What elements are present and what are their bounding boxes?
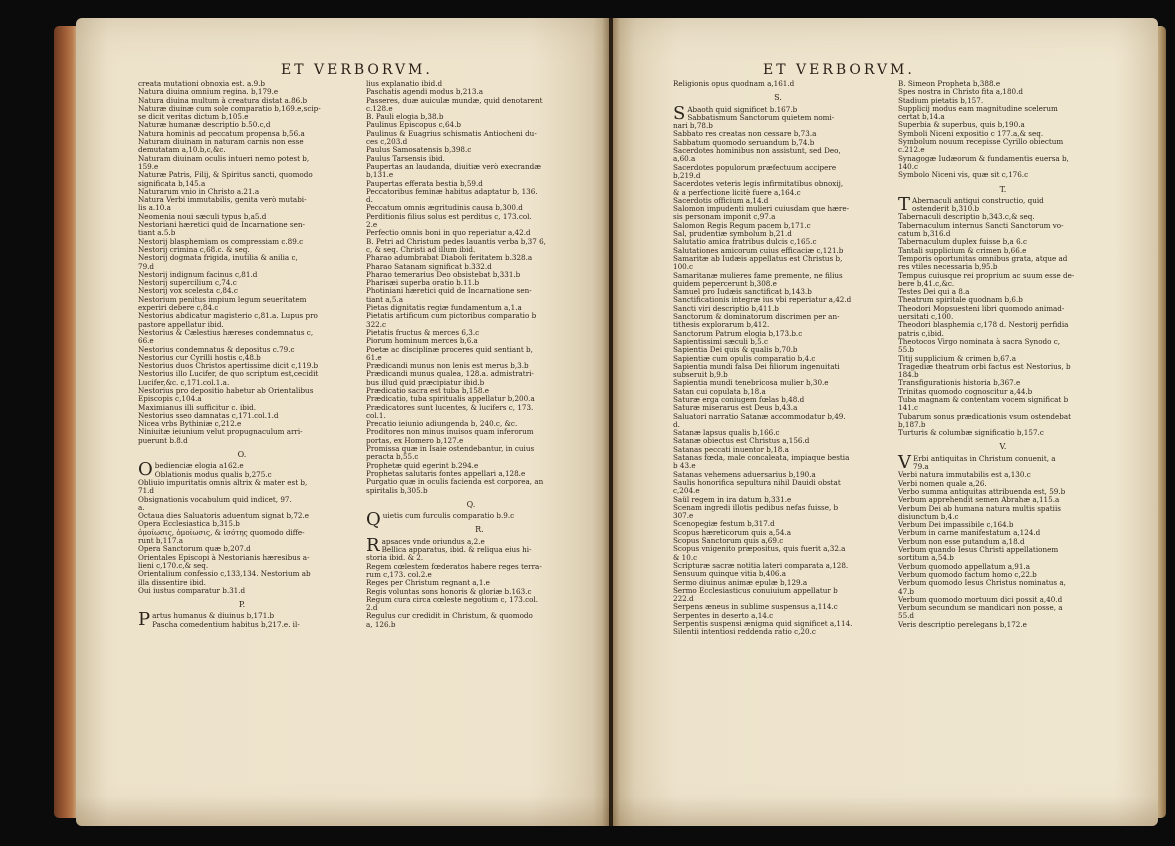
index-entry: Pharao Satanam significat b.332.d — [366, 261, 492, 271]
index-entry: Verbum quomodo mortuum dici possit a,40.d — [898, 594, 1063, 604]
index-entry: Supplicij modus eam magnitudine scelerum — [898, 103, 1058, 113]
index-entry: Saturæ erga coniugem fœlas b,48.d — [673, 394, 805, 404]
left-page — [76, 18, 609, 826]
index-entry: d. — [673, 419, 680, 429]
index-entry: c, & seq. Christi ad illum ibid. — [366, 244, 476, 254]
index-entry: Temporis oportunitas omnibus grata, atque ad — [898, 253, 1068, 263]
index-entry: 322.c — [366, 319, 387, 329]
index-entry: a. — [138, 502, 145, 512]
index-entry: Tabernaculum duplex fuisse b,a 6.c — [898, 237, 1027, 247]
index-entry: Theotocos Virgo nominata à sacra Synodo c, — [898, 336, 1061, 346]
left-column-2 — [366, 80, 576, 629]
index-entry: c,204.e — [673, 486, 700, 496]
index-entry: Stadium pietatis b,157. — [898, 95, 984, 105]
entries-t — [898, 193, 1108, 438]
right-column-2 — [898, 80, 1108, 629]
index-entry: Naturæ humanæ descriptio b.50.c,d — [138, 120, 271, 130]
index-entry: 55.d — [898, 611, 915, 621]
index-entry: Nestorius abdicatur magisterio c,81.a. Lupus pro — [138, 311, 318, 321]
index-entry: Lucifer,&c. c,171.col.1.a. — [138, 377, 230, 387]
index-entry: 140.c — [898, 161, 919, 171]
index-entry: c.212.e — [898, 145, 925, 155]
index-entry: Titij supplicium & crimen b,67.a — [898, 353, 1016, 363]
index-entry: portas, ex Homero b,127.e — [366, 435, 464, 445]
index-entry: Satan cui copulata b,18.a — [673, 386, 766, 396]
index-entry: Veris descriptio perelegans b,172.e — [898, 619, 1027, 629]
index-entry: Reges per Christum regnant a,1.e — [366, 578, 490, 588]
index-entry: Regem cœlestem fœderatos habere reges terra- — [366, 561, 542, 571]
index-entry: Prædicandi munus qualea, 128.a. admistratri- — [366, 369, 534, 379]
index-entry: Sal, prudentiæ symbolum b,21.d — [673, 229, 792, 239]
section-heading-q: Q. — [466, 499, 476, 509]
index-entry: Paulinus Episcopus c,64.b — [366, 120, 461, 130]
index-entry: patris c,ibid. — [898, 328, 944, 338]
section-heading-v: V. — [999, 442, 1007, 452]
index-entry: Symbolo Niceni vis, quæ sit c,176.c — [898, 170, 1029, 180]
index-entry: Passeres, duæ auiculæ mundæ, quid denotarent — [366, 95, 543, 105]
index-entry: Naturæ diuinæ cum sole comparatio b,169.e,scip- — [138, 103, 321, 113]
index-entry: Peccatoribus feminæ habitus adaptatur b, 136. — [366, 186, 538, 196]
index-entry: 141.c — [898, 403, 919, 413]
index-entry: puerunt b.8.d — [138, 435, 188, 445]
index-entry: Saulis honorifica sepultura nihil Dauidi obstat — [673, 477, 841, 487]
index-entry: Verbum quando Iesus Christi appellationem — [898, 545, 1059, 555]
index-entry: Nestorius sseo damnatas c,171.col.1.d — [138, 410, 279, 420]
index-entry: Theodori Mopsuesteni libri quomodo animad- — [898, 303, 1065, 313]
index-entry: Superbia & superbus, quis b,190.a — [898, 120, 1025, 130]
index-entry: Sancti viri descriptio b,411.b — [673, 303, 779, 313]
index-entry: Natura diuina multum à creatura distat a.86.b — [138, 95, 308, 105]
index-entry: Sapientia mundi tenebricosa mulier b,30.e — [673, 378, 829, 388]
index-entry: Oui iustus comparatur b.31.d — [138, 585, 246, 595]
index-entry: sortitum a,54.b — [898, 553, 954, 563]
index-entry: Saluatori narratio Satanæ accommodatur b,49. — [673, 411, 846, 421]
index-entry: Serpentes in deserto a,14.c — [673, 610, 774, 620]
drop-capital: T — [898, 193, 911, 215]
index-entry: Nicea vrbs Bythiniæ c,212.e — [138, 419, 242, 429]
open-book — [54, 8, 1166, 838]
section-heading-o: O. — [237, 450, 247, 460]
index-entry: Tragediæ theatrum orbi factus est Nestorius, b — [898, 361, 1071, 371]
index-entry: Prædicatio sacra est tuba b,158.e — [366, 385, 489, 395]
drop-capital: O — [138, 459, 153, 481]
index-entry: Pharao temerarius Deo obsistebat b,331.b — [366, 269, 521, 279]
index-entry: Nestoriani hæretici quid de Incarnatione sen- — [138, 220, 305, 230]
index-entry: runt b,117.a — [138, 536, 184, 546]
index-entry: Precatio ieiunio adiungenda b, 240.c, &c. — [366, 419, 518, 429]
index-entry: Samuel pro Iudæis sanctificat b,143.b — [673, 287, 812, 297]
index-entry: col.1. — [366, 410, 386, 420]
index-entry: Sabbatum quomodo seruandum b,74.b — [673, 137, 815, 147]
entries-s — [673, 102, 883, 637]
index-entry: Sermo Ecclesiasticus conuiuium appellatur b — [673, 585, 838, 595]
index-entry: Paupertas an laudanda, diuitiæ verò execrandæ — [366, 161, 541, 171]
index-entry: tiant a.5.b — [138, 228, 176, 238]
index-entry: Paulinus & Euagrius schismatis Antiocheni du- — [366, 128, 537, 138]
index-entry: a,60.a — [673, 154, 696, 164]
index-entry: quidem pepercerunt b,308.e — [673, 278, 777, 288]
index-entry: Obsignationis vocabulum quid indicet, 97. — [138, 494, 292, 504]
index-entry: Natura hominis ad peccatum propensa b,56.a — [138, 128, 305, 138]
index-entry: Tantali supplicium & crimen b,66.e — [898, 245, 1027, 255]
index-entry: Satanas fœda, male concaleata, impiaque bestia — [673, 453, 850, 463]
index-entry: Tuba magnam & contentam vocem significat b — [898, 394, 1069, 404]
entry-text: Abernaculi antiqui constructio, quid — [912, 195, 1044, 205]
entry-text: artus humanus & diuinus b,171.b — [152, 611, 275, 621]
index-entry: 222.d — [673, 594, 694, 604]
drop-capital: S — [673, 102, 686, 124]
index-entry: illa dissentire ibid. — [138, 577, 206, 587]
index-entry: Salomon impudenti mulieri cuiusdam que hære- — [673, 204, 850, 214]
index-entry: Photiniani hæretici quid de Incarnatione sen- — [366, 286, 532, 296]
index-entry: Tabernaculum internus Sancti Sanctorum vo- — [898, 220, 1064, 230]
left-column-1 — [138, 80, 346, 629]
index-entry: Verbum quomodo factum homo c,22.b — [898, 569, 1037, 579]
index-entry: tiant a,5.a — [366, 294, 403, 304]
index-entry: demutatam a,10.b,c,&c. — [138, 145, 226, 155]
index-entry: d. — [366, 195, 373, 205]
index-entry: Serpens æneus in sublime suspensus a,114.c — [673, 602, 838, 612]
index-entry: Orientalium confessio c,133,134. Nestorium ab — [138, 569, 311, 579]
index-entry — [366, 509, 576, 531]
index-entry: Sabbatismum Sanctorum quietem nomi- — [687, 112, 835, 122]
index-entry: Verbum Dei ab humana natura multis spatiis — [898, 503, 1061, 513]
index-entry: Sapientissimi sæculi b,5.c — [673, 336, 769, 346]
index-entry: Niniuitæ ieiunium velut propugnaculum arri- — [138, 427, 303, 437]
index-entry: b 43.e — [673, 461, 696, 471]
index-entry: Perditionis filius solus est perditus c, 173.col. — [366, 211, 532, 221]
index-entry: Prædicandi munus non lenis est merus b,3.b — [366, 361, 529, 371]
index-entry: Verbi natura immutabilis est a,130.c — [898, 470, 1031, 480]
index-entry: Sacerdotes populorum præfectuum accipere — [673, 162, 837, 172]
index-entry: Sanctificationis integræ ius vbi reperiatur a,42.d — [673, 295, 852, 305]
index-entry: Verbum quomodo Iesus Christus nominatus a, — [898, 578, 1066, 588]
index-entry: b,131.e — [366, 170, 394, 180]
index-entry: 2.d — [366, 603, 378, 613]
index-entry: Verbum quomodo appellatum a,91.a — [898, 561, 1030, 571]
index-entry: Satanæ obiectus est Christus a,156.d — [673, 436, 810, 446]
index-entry: Nestorius illo Lucifer, de quo scriptum est,cecidit — [138, 369, 319, 379]
section-heading-s: S. — [774, 93, 782, 103]
book-gutter — [602, 18, 620, 826]
left-page-shade — [76, 796, 609, 826]
index-entry: Proditores non minus inuisos quam inferorum — [366, 427, 534, 437]
index-entry: 47.b — [898, 586, 915, 596]
index-entry: Pharisæi superba oratio b.11.b — [366, 278, 480, 288]
index-entry: B. Pauli elogia b,38.b — [366, 112, 444, 122]
index-entry: Sapientia mundi falsa Dei filiorum ingenuitati — [673, 361, 840, 371]
entries-p-cont — [366, 80, 576, 495]
index-entry: uersitati c,100. — [898, 312, 954, 322]
index-entry: Obliuio impuritatis omnis altrix & mater est b, — [138, 477, 308, 487]
index-entry: 184.b — [898, 370, 919, 380]
index-entry: Poetæ ac disciplinæ proceres quid sentiant b, — [366, 344, 533, 354]
index-entry: Verbum secundum se mandicari non posse, a — [898, 603, 1063, 613]
index-entry: lis a.10.a — [138, 203, 171, 213]
index-entry: Synagogæ Iudæorum & fundamentis euersa b, — [898, 153, 1069, 163]
index-entry: bere b,41.c,&c. — [898, 278, 955, 288]
drop-capital: P — [138, 609, 151, 631]
index-entry: Nestorij blasphemiam os compressiam c.89.c — [138, 236, 304, 246]
index-entry: ces c,203.d — [366, 137, 408, 147]
right-page-shade — [613, 796, 1158, 826]
index-entry: 307.e — [673, 511, 694, 521]
index-entry: Satanas vehemens aduersarius b,190.a — [673, 469, 816, 479]
index-entry: subseruit b,9.b — [673, 370, 728, 380]
index-entry: Tabernaculi descriptio b,343.c,& seq. — [898, 212, 1035, 222]
index-entry: Naturam diuinam in naturam carnis non esse — [138, 137, 304, 147]
index-entry: 100.c — [673, 262, 694, 272]
index-entry: Pietatis fructus & merces 6,3.c — [366, 327, 480, 337]
index-entry: Turturis & columbæ significatio b,157.c — [898, 428, 1044, 438]
index-entry: Piorum hominum merces b,6.a — [366, 336, 478, 346]
index-entry: Tempus cuiusque rei proprium ac suum esse de- — [898, 270, 1075, 280]
index-entry: Symbolum nouum recepisse Cyrillo obiectum — [898, 137, 1064, 147]
index-entry: Octaua dies Saluatoris aduentum signat b,72.e — [138, 511, 310, 521]
index-entry: Verbi nomen quale a,26. — [898, 478, 987, 488]
index-entry: Opera Sanctorum quæ b,207.d — [138, 544, 251, 554]
drop-capital: Q — [366, 509, 381, 531]
index-entry: Bellica apparatus, ibid. & reliqua eius hi- — [381, 545, 532, 555]
index-entry: Natura diuina omnium regina. b,179.e — [138, 87, 279, 97]
entries-q — [366, 509, 576, 531]
index-entry: Naturam diuinam oculis intueri nemo potest b, — [138, 153, 310, 163]
index-entry: storia ibid. & 2. — [366, 553, 424, 563]
index-entry: Religionis opus quodnam a,161.d — [673, 79, 795, 88]
index-entry: Verbum apprehendit semen Abrahæ a,115.a — [898, 495, 1060, 505]
index-entry: Saturæ miserarus est Deus b,43.a — [673, 403, 798, 413]
index-entry: Sapientiæ cum opulis comparatio b,4.c — [673, 353, 816, 363]
index-entry: res vtiles necessaria b,95.b — [898, 262, 998, 272]
index-entry: certat b,14.a — [898, 112, 945, 122]
index-entry: Scenopegiæ festum b,317.d — [673, 519, 775, 529]
index-entry: Nestorij supercilium c,74.c — [138, 278, 237, 288]
index-entry: c.128.e — [366, 103, 393, 113]
index-entry: spiritalis b,305.b — [366, 485, 428, 495]
index-entry: Regum cura circa cœleste negotium c, 173.col. — [366, 594, 539, 604]
index-entry: b,187.b — [898, 419, 926, 429]
index-entry: se dicit veritas dictum b,105.e — [138, 112, 249, 122]
right-page — [613, 18, 1158, 826]
index-entry: ὁμοίωσις, ὁμοίωσις, & ἰσότης quomodo diffe- — [138, 527, 305, 537]
index-entry: Regis voluntas sons honoris & gloriæ b.163.c — [366, 586, 532, 596]
index-entry: Salutatio amica fratribus dulcis c,165.c — [673, 237, 817, 247]
index-entry: Symboli Niceni expositio c 177.a,& seq. — [898, 128, 1044, 138]
index-entry: Verbum non esse putandum a,18.d — [898, 536, 1025, 546]
index-entry: & 10.c — [673, 552, 698, 562]
index-entry: Nestorij crimina c,68.c. & seq. — [138, 244, 250, 254]
index-entry: a, 126.b — [366, 619, 396, 629]
index-entry: Episcopis c,104.a — [138, 394, 202, 404]
section-heading-t: T. — [999, 184, 1007, 194]
index-entry: Nestorij dogmata frigida, inutilia & anilia c, — [138, 253, 298, 263]
index-entry: disiunctum b,4.c — [898, 511, 959, 521]
entries-s-cont — [898, 80, 1108, 180]
index-entry: Pietas dignitatis regiæ fundamentum a,1.a — [366, 303, 522, 313]
entries-r — [366, 534, 576, 629]
index-entry: Purgatio quæ in oculis facienda est corporea, an — [366, 477, 544, 487]
index-entry: Theodori blasphemia c,178 d. Nestorij perfidia — [898, 320, 1069, 330]
index-entry: 79.a — [913, 462, 929, 472]
left-running-head: ET VERBORVM. — [281, 62, 433, 78]
index-entry: & a perfectione licitè fuere a,164.c — [673, 187, 801, 197]
index-entry: Verbum Dei impassibile c,164.b — [898, 520, 1014, 530]
index-entry: sis personam imponit c,97.a — [673, 212, 776, 222]
index-entry: Sanctorum Patrum elogia b,173.b.c — [673, 328, 803, 338]
index-entry: 2.e — [366, 220, 378, 230]
entries-v — [898, 451, 1108, 629]
index-entry: 159.e — [138, 161, 159, 171]
index-entry: Orientales Episcopi à Nestorianis hæresibus a- — [138, 552, 310, 562]
index-entry: lieni c,170.c,& seq. — [138, 560, 209, 570]
index-entry: B. Simeon Propheta b,388.e — [898, 79, 1001, 88]
right-column-1 — [673, 80, 883, 637]
entries-o — [138, 459, 346, 595]
index-entry: Nestorij vox scelesta c,84.c — [138, 286, 238, 296]
right-running-head: ET VERBORVM. — [763, 62, 915, 78]
index-entry: Sacerdotes veteris legis infirmitatibus obnoxij, — [673, 179, 844, 189]
entry-text: bedienciæ elogia a162.e — [154, 461, 244, 471]
index-entry: Tubarum sonus prædicationis vsum ostendebat — [898, 411, 1072, 421]
index-entry: Theatrum spiritale quodnam b,6.b — [898, 295, 1023, 305]
index-entry: Scenam ingredi illotis pedibus nefas fuisse, b — [673, 502, 839, 512]
index-entry: Neomenia noui sæculi typus b,a5.d — [138, 211, 267, 221]
index-entry: Sacerdotis officium a,14.d — [673, 195, 769, 205]
index-entry: Promissa quæ in Isaie ostendebantur, in cuius — [366, 444, 535, 454]
index-entry: Scripturæ sacræ notitia lateri comparata a,128. — [673, 560, 849, 570]
section-heading-p: P. — [238, 600, 246, 610]
index-entry: Satanæ lapsus qualis b,166.c — [673, 428, 780, 438]
index-entry: Salutationes amicorum cuius efficaciæ c,121.b — [673, 245, 844, 255]
index-entry: Regulus cur credidit in Christum, & quomodo — [366, 611, 533, 621]
index-entry: b,219.d — [673, 170, 701, 180]
index-entry: Nestorius pro depositio habetur ab Orientalibus — [138, 385, 314, 395]
index-entry: Paschatis agendi modus b,213.a — [366, 87, 484, 97]
index-entry: Peccatum omnis ægritudinis causa b,300.d — [366, 203, 523, 213]
index-entry: Nestorij indignum facinus c,81.d — [138, 269, 258, 279]
index-entry: Scopus Sanctorum quis a,69.c — [673, 536, 784, 546]
index-entry: creata mutationi obnoxia est. a.9.b — [138, 79, 266, 88]
entries-r-cont — [673, 80, 883, 88]
index-entry: experiri debere c,84.c — [138, 303, 219, 313]
index-entry: Paulus Samosatensis b,398.c — [366, 145, 472, 155]
index-entry: Samaritanæ mulieres fame premente, ne filius — [673, 270, 843, 280]
index-entry: bus illud quid præcipiatur ibid.b — [366, 377, 485, 387]
index-entry: Nestorius cur Cyrilli hostis c,48.b — [138, 352, 261, 362]
index-entry: Prophetas salutaris fontes appellari a,128.e — [366, 468, 526, 478]
index-entry: Nestorius & Cælestius hæreses condemnatus c, — [138, 327, 314, 337]
index-entry: Testes Dei qui a 8.a — [898, 287, 970, 297]
index-entry: Naturarum vnio in Christo a.21.a — [138, 186, 260, 196]
index-entry: rum c,173. col.2.e — [366, 569, 432, 579]
index-entry: Pharao adumbrabat Diaboli feritatem b.328.a — [366, 253, 533, 263]
drop-capital: R — [366, 534, 380, 556]
index-entry: Sanctorum & dominatorum discrimen per an- — [673, 312, 840, 322]
index-entry: Nestorius condemnatus & depositus c.79.c — [138, 344, 295, 354]
index-entry: Natura Verbi immutabilis, genita verò mutabi- — [138, 195, 307, 205]
index-entry: Prædicatores sunt lucentes, & lucifers c, 173. — [366, 402, 534, 412]
index-entry: Samaritæ ab Iudæis appellatus est Christus b, — [673, 253, 843, 263]
index-entry: significata b,145.a — [138, 178, 206, 188]
index-entry: Verbum in carne manifestatum a,124.d — [898, 528, 1041, 538]
index-entry: peracta b,55.c — [366, 452, 419, 462]
index-entry: Spes nostra in Christo fita a,180.d — [898, 87, 1023, 97]
index-entry: Satanas peccati inuentor b,18.a — [673, 444, 789, 454]
index-entry: tithesis explorarum b,412. — [673, 320, 770, 330]
index-entry: Verbo summa antiquitas attribuenda est, 59.b — [898, 486, 1066, 496]
index-entry: Opera Ecclesiastica b,315.b — [138, 519, 240, 529]
index-entry: 55.b — [898, 345, 915, 355]
index-entry: Naturæ Patris, Filij, & Spiritus sancti, quomodo — [138, 170, 313, 180]
index-entry: Prædicatio, tuba spiritualis appellatur b,200.a — [366, 394, 535, 404]
index-entry: Scopus hæreticorum quis a,54.a — [673, 527, 792, 537]
section-heading-r: R. — [475, 525, 484, 535]
index-entry: Pietatis artificum cum pictoribus comparatio b — [366, 311, 537, 321]
index-entry: lius explanatio ibid.d — [366, 79, 443, 88]
index-entry: Sabbato res creatas non cessare b,73.a — [673, 129, 817, 139]
index-entry: Saül regem in ira datum b,331.e — [673, 494, 792, 504]
index-entry: Sapientia Dei quis & qualis b,70.b — [673, 345, 798, 355]
index-entry: ostenderit b,310.b — [912, 204, 980, 214]
index-entry: Paulus Tarsensis ibid. — [366, 153, 445, 163]
index-entry: 66.e — [138, 336, 154, 346]
index-entry: Perfectio omnis boni in quo reperiatur a,42.d — [366, 228, 531, 238]
entry-text: uietis cum furculis comparatio b.9.c — [382, 511, 515, 521]
index-entry: 61.e — [366, 352, 382, 362]
index-entry: Sermo diuinus animæ epulæ b,129.a — [673, 577, 808, 587]
entries-p — [138, 609, 346, 631]
index-entry: 71.d — [138, 486, 155, 496]
index-entry: B. Petri ad Christum pedes lauantis verba b,37 6, — [366, 236, 546, 246]
index-entry: Maximianus illi sufficitur c. ibid. — [138, 402, 257, 412]
index-entry: Sensuum quinque vitia b,406.a — [673, 569, 787, 579]
index-entry: Sacerdotes hominibus non assistunt, sed Deo, — [673, 146, 841, 156]
entry-text: apsaces vnde oriundus a,2.e — [381, 536, 485, 546]
index-entry: Trinitas quomodo cognoscitur a,44.b — [898, 386, 1033, 396]
index-entry: Oblationis modus qualis b,275.c — [154, 469, 272, 479]
drop-capital: V — [898, 451, 911, 473]
index-entry: Prophetæ quid egerint b.294.e — [366, 460, 479, 470]
index-entry: nari b,78.b — [673, 121, 713, 131]
entries-n — [138, 80, 346, 445]
index-entry: Scopus vnigenito præpositus, quis fuerit a,32.a — [673, 544, 846, 554]
index-entry: Nestorium penitus impium legum seueritatem — [138, 294, 307, 304]
index-entry: Transfigurationis historia b,367.e — [898, 378, 1021, 388]
entry-text: Abaoth quid significet b.167.b — [687, 104, 798, 114]
index-entry: Serpentis suspensi ænigma quid significet a,114. — [673, 619, 853, 628]
index-entry: 79.d — [138, 261, 155, 271]
index-entry: Salomon Regis Regum pacem b,171.c — [673, 220, 811, 230]
index-entry: Paupertas efferata bestia b,59.d — [366, 178, 483, 188]
index-entry: catum b,316.d — [898, 229, 951, 239]
index-entry: Nestorius duos Christos apertissime dicit c,119.b — [138, 361, 319, 371]
index-entry: Pascha comedentium habitus b,217.e. il- — [152, 619, 300, 629]
entry-text: Erbi antiquitas in Christum conuenit, a — [913, 453, 1056, 463]
index-entry: Silentii intentiosi reddenda ratio c,20.c — [673, 627, 816, 637]
index-entry: pastore appellatur ibid. — [138, 319, 224, 329]
